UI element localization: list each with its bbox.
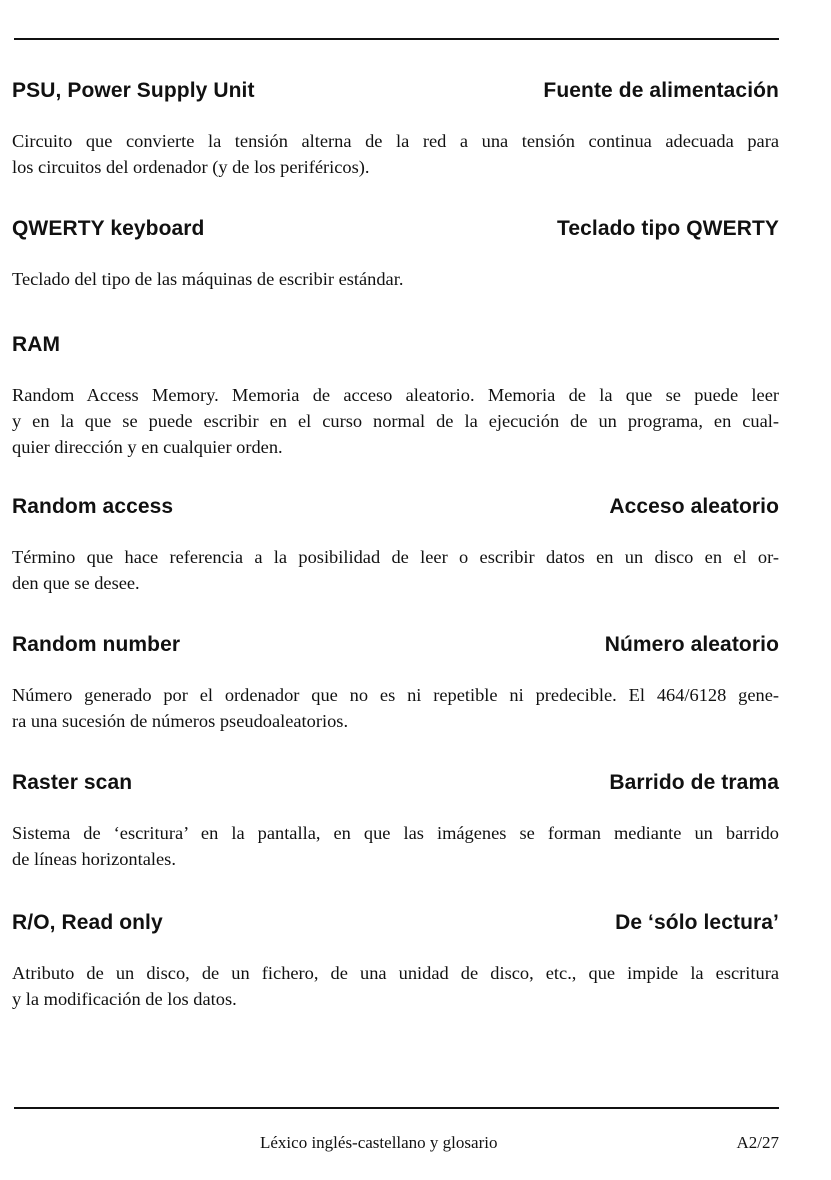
bottom-rule — [14, 1107, 779, 1109]
entry-heading — [12, 768, 779, 798]
term-spanish: Número aleatorio — [604, 633, 779, 656]
term-english: QWERTY keyboard — [12, 217, 205, 240]
term-english: Random access — [12, 495, 174, 518]
term-english: R/O, Read only — [12, 911, 163, 934]
glossary-entry-psu — [12, 76, 779, 180]
page-number: A2/27 — [736, 1133, 779, 1152]
entry-heading — [12, 492, 779, 522]
definition-line: Término que hace referencia a la posibilidad de leer o escribir datos en un disco en el or- — [12, 547, 779, 567]
entry-heading — [12, 76, 779, 106]
definition-line: quier dirección y en cualquier orden. — [12, 437, 283, 457]
definition-line: Circuito que convierte la tensión alterna de la red a una tensión continua adecuada para — [12, 131, 779, 151]
glossary-entry-random-access — [12, 492, 779, 596]
definition-line: Número generado por el ordenador que no es ni repetible ni predecible. El 464/6128 gene- — [12, 685, 779, 705]
term-spanish: Fuente de alimentación — [543, 79, 779, 102]
term-english: Random number — [12, 633, 181, 656]
definition — [12, 960, 779, 1012]
term-spanish: Barrido de trama — [609, 771, 779, 794]
definition-line: Atributo de un disco, de un fichero, de una unidad de disco, etc., que impide la escritura — [12, 963, 779, 983]
term-english: Raster scan — [12, 771, 133, 794]
footer-title: Léxico inglés-castellano y glosario — [260, 1133, 498, 1152]
definition-line: Teclado del tipo de las máquinas de escribir estándar. — [12, 269, 404, 289]
term-spanish: De ‘sólo lectura’ — [615, 911, 779, 934]
glossary-entry-read-only — [12, 908, 779, 1012]
definition — [12, 544, 779, 596]
top-rule — [14, 38, 779, 40]
definition-line: den que se desee. — [12, 573, 140, 593]
entry-heading — [12, 630, 779, 660]
glossary-entry-qwerty — [12, 214, 779, 292]
definition-line: y en la que se puede escribir en el curso normal de la ejecución de un programa, en cual- — [12, 411, 779, 431]
entry-heading — [12, 214, 779, 244]
page-footer — [14, 1130, 779, 1156]
definition — [12, 682, 779, 734]
definition-line: los circuitos del ordenador (y de los periféricos). — [12, 157, 370, 177]
definition-line: y la modificación de los datos. — [12, 989, 237, 1009]
definition — [12, 382, 779, 460]
entry-heading — [12, 908, 779, 938]
definition-line: Random Access Memory. Memoria de acceso aleatorio. Memoria de la que se puede leer — [12, 385, 779, 405]
definition — [12, 266, 779, 292]
glossary-entry-ram — [12, 330, 779, 460]
term-spanish: Teclado tipo QWERTY — [556, 217, 779, 240]
term-english: RAM — [12, 333, 61, 356]
definition — [12, 820, 779, 872]
term-english: PSU, Power Supply Unit — [12, 79, 255, 102]
glossary-entry-raster-scan — [12, 768, 779, 872]
definition-line: Sistema de ‘escritura’ en la pantalla, en que las imágenes se forman mediante un barrido — [12, 823, 779, 843]
definition-line: ra una sucesión de números pseudoaleatorios. — [12, 711, 349, 731]
definition — [12, 128, 779, 180]
term-spanish: Acceso aleatorio — [609, 495, 779, 518]
entry-heading — [12, 330, 779, 360]
glossary-entry-random-number — [12, 630, 779, 734]
definition-line: de líneas horizontales. — [12, 849, 176, 869]
